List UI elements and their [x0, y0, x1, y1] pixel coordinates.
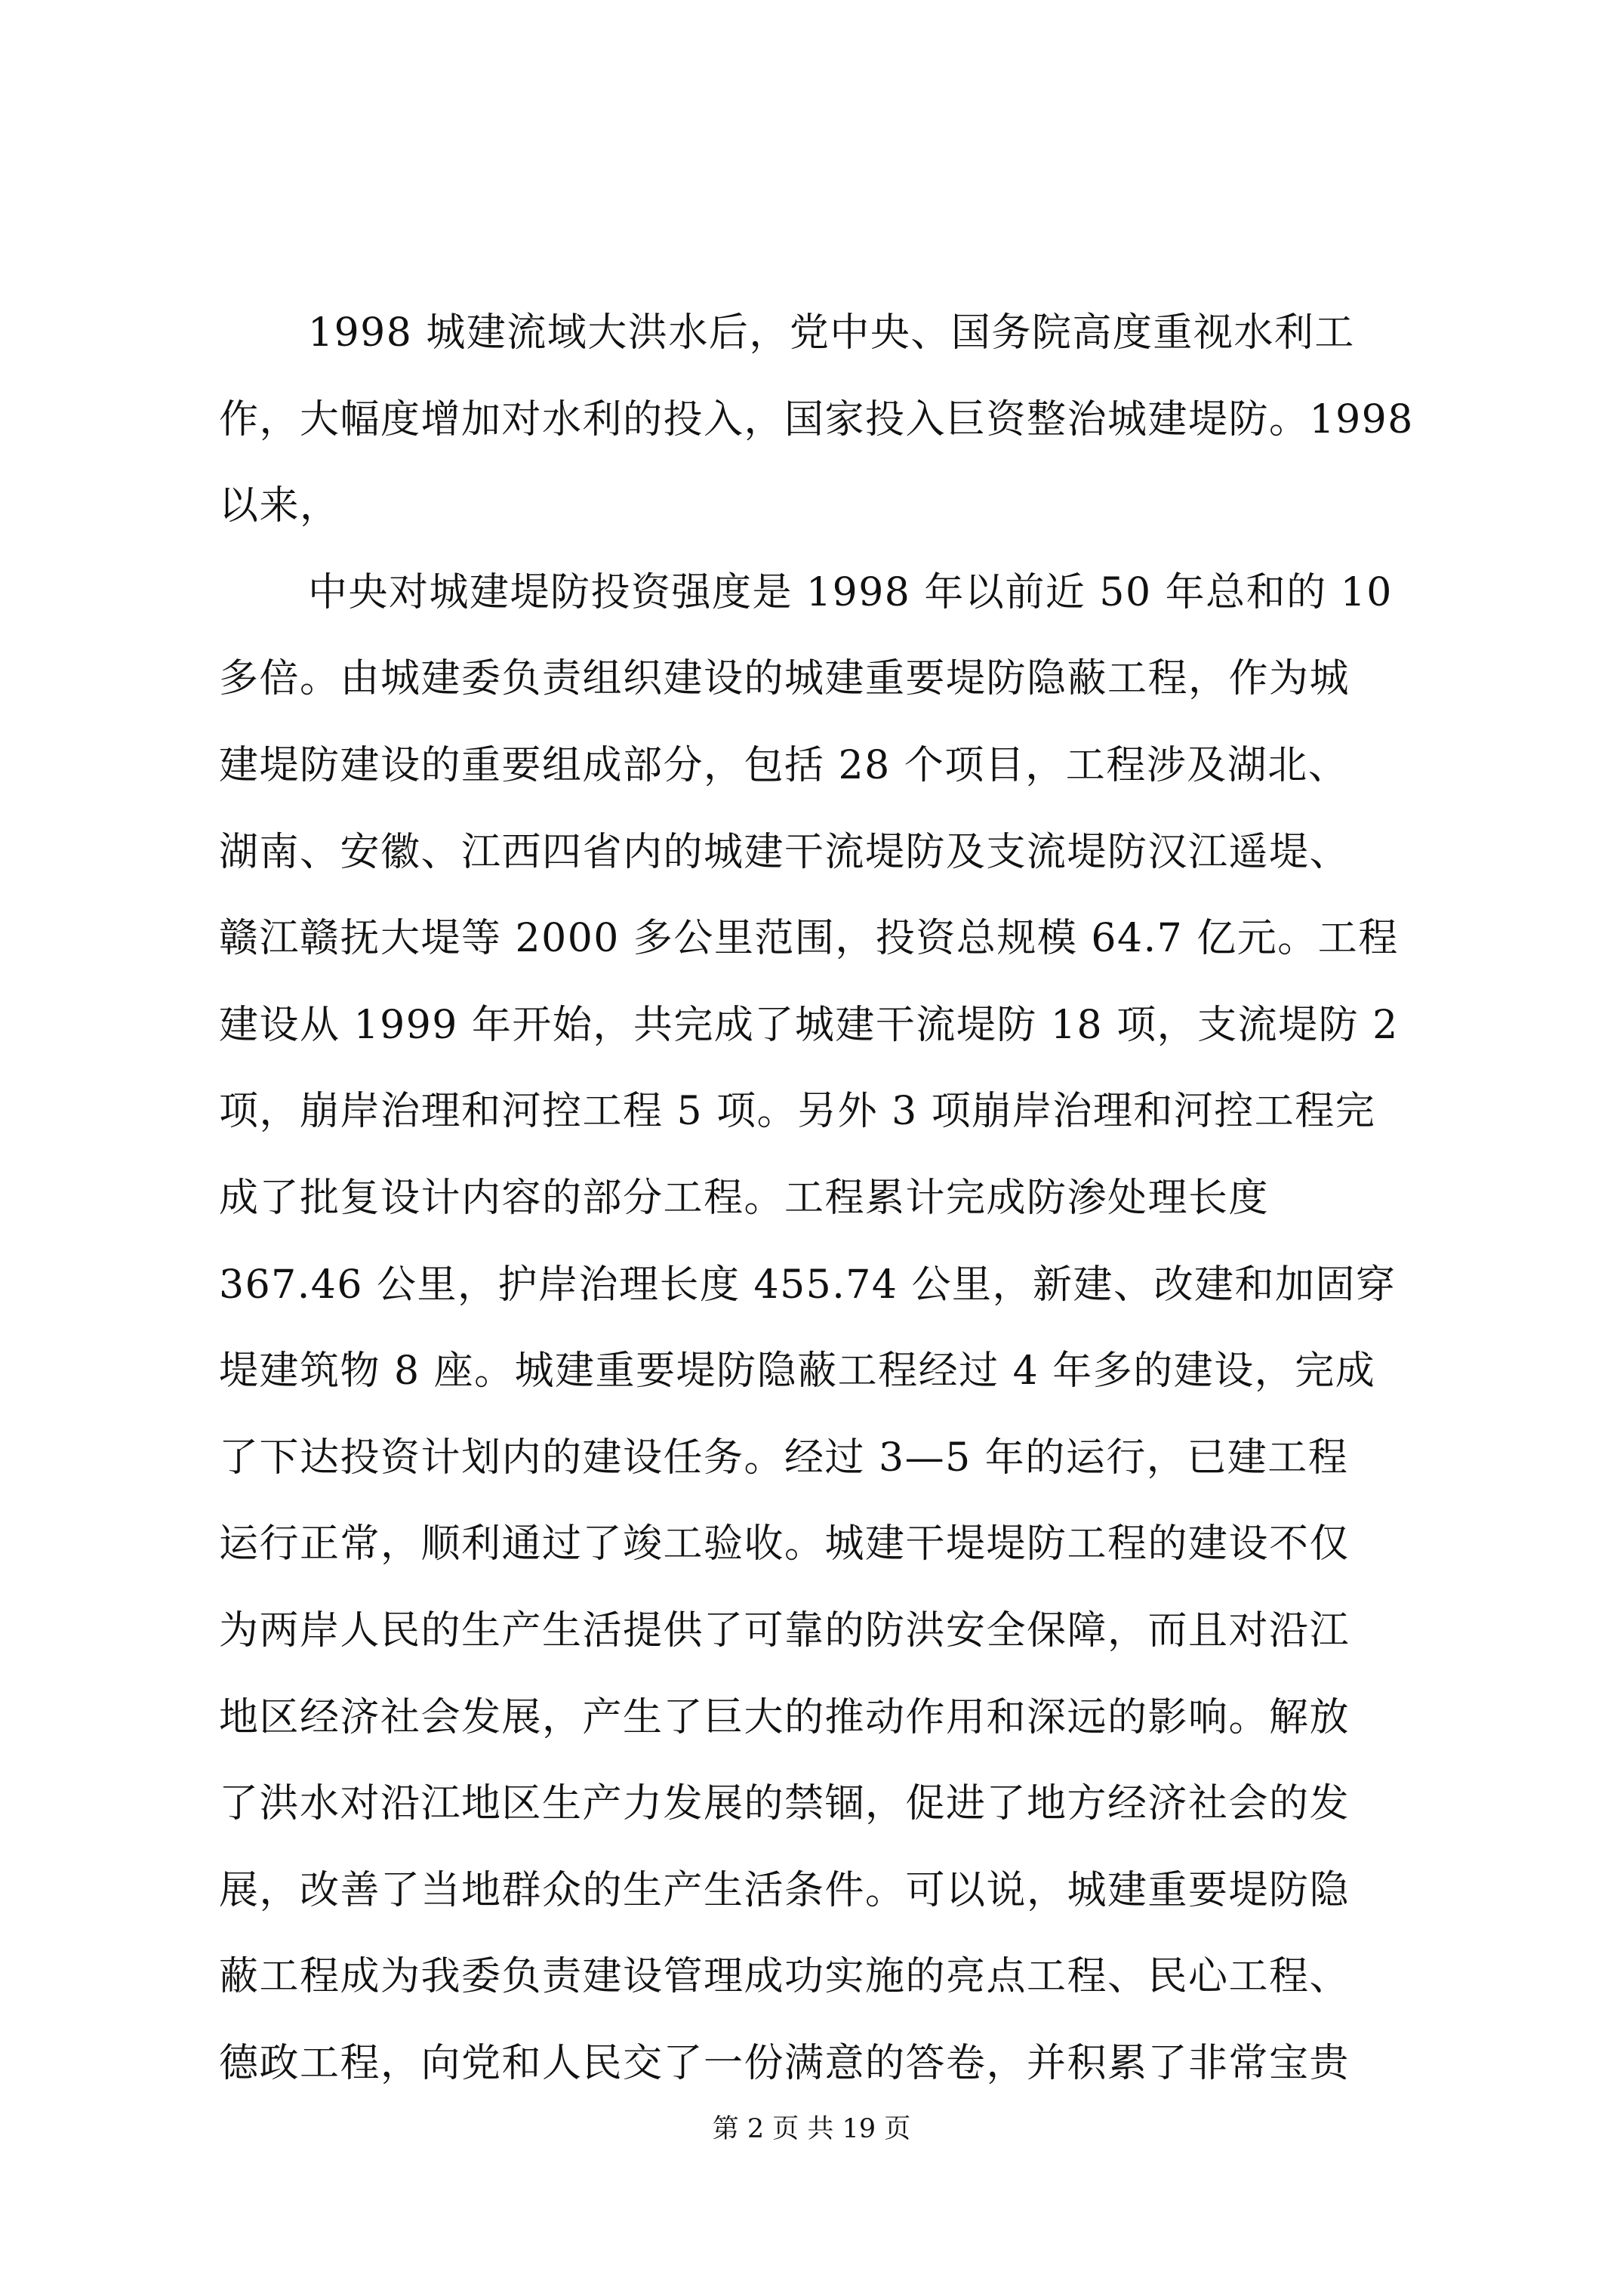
- page-number-label: 第 2 页 共 19 页: [712, 2114, 911, 2144]
- paragraph-2-line-14: 地区经济社会发展，产生了巨大的推动作用和深远的影响。解放: [219, 1694, 1350, 1740]
- paragraph-2-line-6: 建设从 1999 年开始，共完成了城建干流堤防 18 项，支流堤防 2: [219, 1002, 1399, 1048]
- paragraph-2-line-9: 367.46 公里，护岸治理长度 455.74 公里，新建、改建和加固穿: [219, 1262, 1397, 1308]
- paragraph-2-line-7: 项，崩岸治理和河控工程 5 项。另外 3 项崩岸治理和河控工程完: [219, 1089, 1376, 1135]
- paragraph-2-line-4: 湖南、安徽、江西四省内的城建干流堤防及支流堤防汉江遥堤、: [219, 829, 1350, 875]
- paragraph-1-line-3: 以来，: [219, 483, 340, 529]
- paragraph-2-line-2: 多倍。由城建委负责组织建设的城建重要堤防隐蔽工程，作为城: [219, 656, 1350, 702]
- paragraph-2-line-5: 赣江赣抚大堤等 2000 多公里范围，投资总规模 64.7 亿元。工程: [219, 916, 1399, 962]
- paragraph-2-line-1: 中央对城建堤防投资强度是 1998 年以前近 50 年总和的 10: [308, 569, 1393, 615]
- paragraph-2-line-16: 展，改善了当地群众的生产生活条件。可以说，城建重要堤防隐: [219, 1867, 1350, 1913]
- paragraph-2-line-11: 了下达投资计划内的建设任务。经过 3—5 年的运行，已建工程: [219, 1435, 1349, 1481]
- paragraph-2-line-10: 堤建筑物 8 座。城建重要堤防隐蔽工程经过 4 年多的建设，完成: [219, 1348, 1376, 1395]
- paragraph-1-line-1: 1998 城建流域大洪水后，党中央、国务院高度重视水利工: [308, 310, 1355, 356]
- paragraph-2-line-18: 德政工程，向党和人民交了一份满意的答卷，并积累了非常宝贵: [219, 2040, 1350, 2086]
- paragraph-2-line-13: 为两岸人民的生产生活提供了可靠的防洪安全保障，而且对沿江: [219, 1607, 1350, 1653]
- paragraph-1-line-2: 作，大幅度增加对水利的投入，国家投入巨资整治城建堤防。1998: [219, 396, 1414, 442]
- paragraph-2-line-12: 运行正常，顺利通过了竣工验收。城建干堤堤防工程的建设不仅: [219, 1521, 1350, 1567]
- paragraph-2-line-8: 成了批复设计内容的部分工程。工程累计完成防渗处理长度: [219, 1175, 1270, 1221]
- paragraph-2-line-3: 建堤防建设的重要组成部分，包括 28 个项目，工程涉及湖北、: [219, 742, 1349, 788]
- page-footer: [0, 2106, 1623, 2152]
- body-text: [219, 290, 1412, 2106]
- paragraph-2-line-15: 了洪水对沿江地区生产力发展的禁锢，促进了地方经济社会的发: [219, 1781, 1350, 1827]
- paragraph-2-line-17: 蔽工程成为我委负责建设管理成功实施的亮点工程、民心工程、: [219, 1954, 1350, 2000]
